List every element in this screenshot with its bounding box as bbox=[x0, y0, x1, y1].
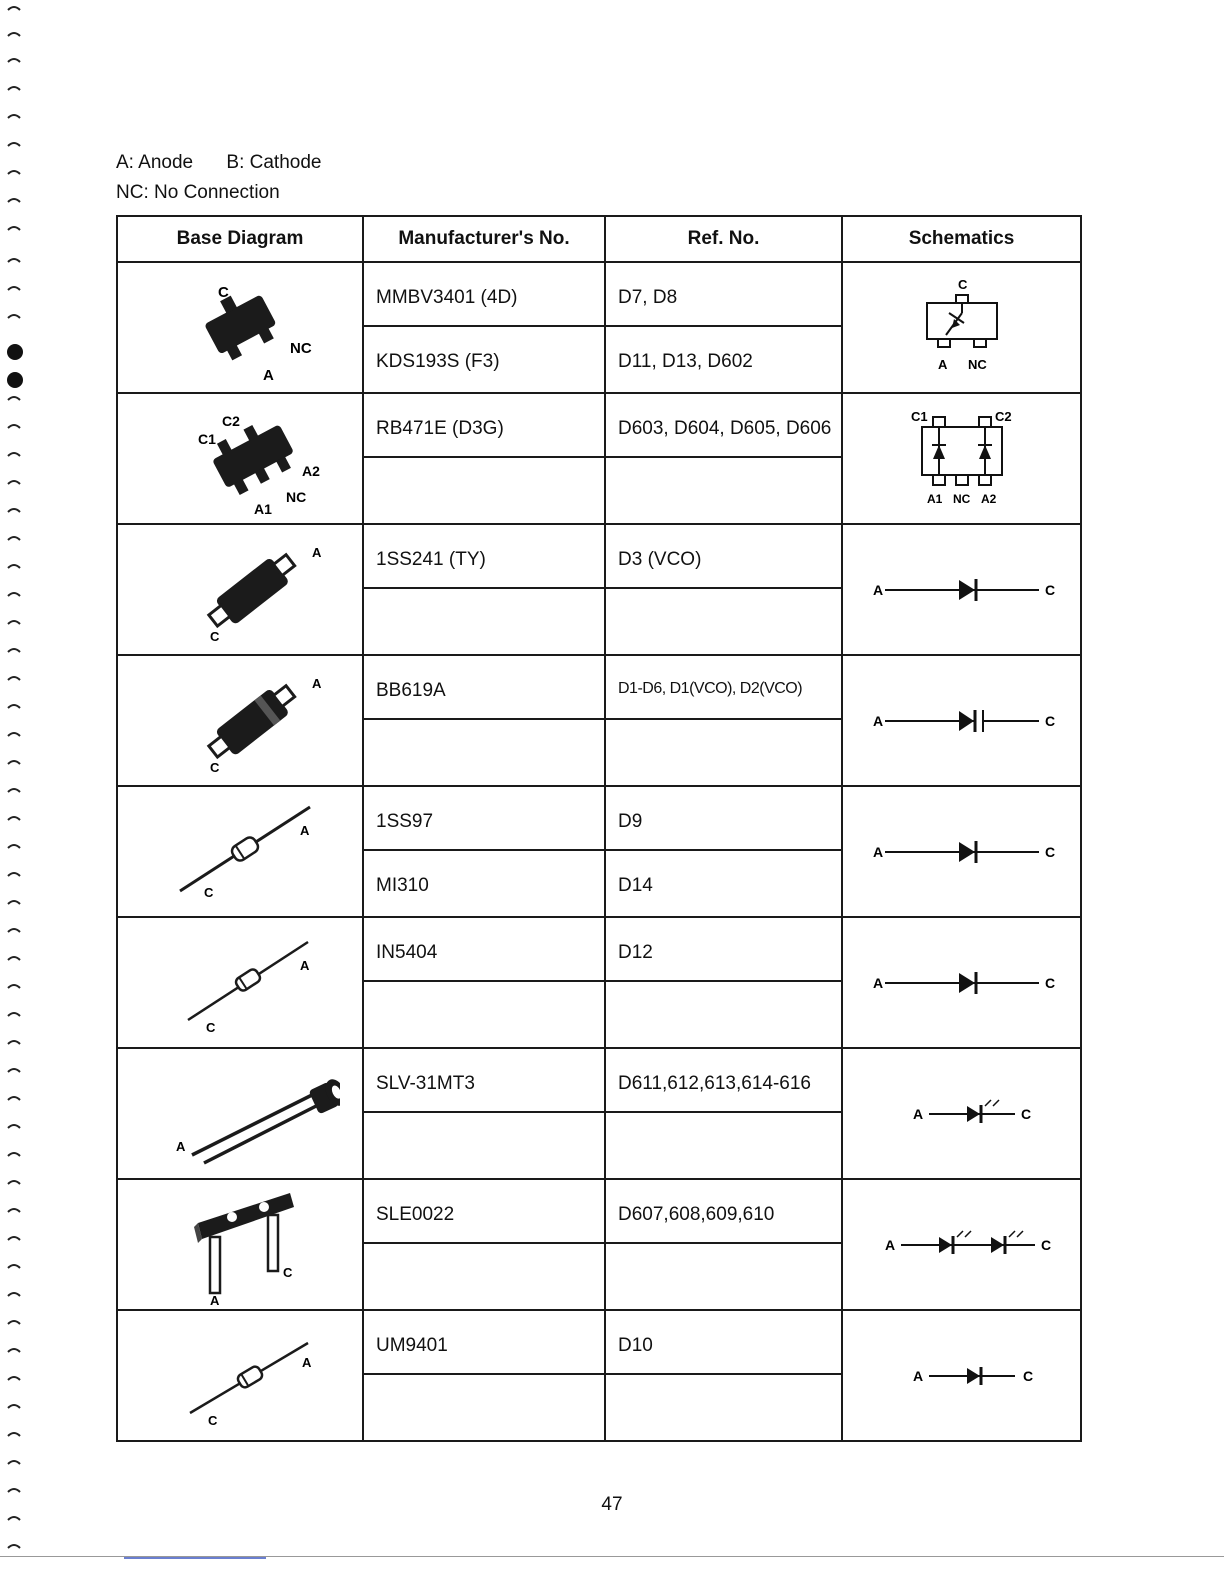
table-row bbox=[117, 1048, 1081, 1179]
diagram-label-a1: A1 bbox=[254, 500, 272, 514]
schematic-label-c: C bbox=[1020, 1105, 1031, 1122]
bottom-link-bar bbox=[124, 1557, 266, 1559]
schematic-cell bbox=[842, 1048, 1081, 1179]
manufacturer-no: 1SS97 bbox=[364, 787, 604, 851]
ref-no: D3 (VCO) bbox=[606, 525, 841, 589]
manufacturer-no: IN5404 bbox=[364, 918, 604, 982]
schematic-label-c1: C1 bbox=[910, 409, 928, 424]
schematic-label-c: C bbox=[1040, 1236, 1051, 1253]
diagram-label-a: A bbox=[300, 822, 310, 838]
ref-no bbox=[606, 720, 841, 784]
table-row bbox=[117, 655, 1081, 786]
diagram-label-c: C bbox=[283, 1264, 293, 1280]
diagram-label-c1: C1 bbox=[198, 430, 216, 447]
manufacturer-no: KDS193S (F3) bbox=[376, 351, 500, 372]
header-ref: Ref. No. bbox=[605, 216, 842, 262]
manufacturer-no: UM9401 bbox=[364, 1311, 604, 1375]
schematic-label-a: A bbox=[912, 1105, 923, 1122]
diagram-label-c2: C2 bbox=[222, 412, 240, 429]
schematic-label-a: A bbox=[872, 581, 883, 598]
sot23-package-drawing bbox=[140, 273, 340, 383]
schematic-label-a2: A2 bbox=[980, 492, 996, 506]
table-row bbox=[117, 917, 1081, 1048]
ref-no: D607,608,609,610 bbox=[606, 1180, 841, 1244]
manufacturer-no bbox=[364, 589, 604, 653]
axial-pin-diode-drawing bbox=[140, 1321, 340, 1431]
ref-no bbox=[606, 458, 841, 522]
schematic-label-c: C bbox=[1044, 974, 1055, 991]
varactor-schematic bbox=[857, 701, 1067, 741]
table-row bbox=[117, 1310, 1081, 1441]
smd-varactor-package-drawing bbox=[140, 666, 340, 776]
schematic-label-nc: NC bbox=[967, 356, 987, 372]
manufacturer-cell bbox=[363, 917, 605, 1048]
manufacturer-cell bbox=[363, 393, 605, 524]
legend-anode: A: Anode bbox=[116, 152, 194, 173]
schematic-label-a: A bbox=[912, 1367, 923, 1384]
diagram-label-a: A bbox=[312, 675, 322, 691]
diagram-label-a: A bbox=[312, 544, 322, 560]
header-base-diagram: Base Diagram bbox=[117, 216, 363, 262]
dual-diode-package-drawing bbox=[140, 404, 340, 514]
schematic-label-c: C bbox=[1044, 581, 1055, 598]
dual-diode-schematic bbox=[897, 401, 1027, 516]
legend-nc: NC: No Connection bbox=[116, 182, 280, 203]
manufacturer-cell bbox=[363, 786, 605, 917]
ref-cell bbox=[605, 393, 842, 524]
led-bar-drawing bbox=[140, 1185, 340, 1305]
legend-line-1 bbox=[116, 148, 321, 178]
varactor-sot23-schematic bbox=[902, 273, 1022, 383]
table-header-row bbox=[117, 216, 1081, 262]
base-diagram-cell bbox=[117, 1179, 363, 1310]
diagram-label-nc: NC bbox=[290, 339, 312, 357]
schematic-cell bbox=[842, 655, 1081, 786]
schematic-label-a: A bbox=[884, 1236, 895, 1253]
table-row bbox=[117, 786, 1081, 917]
header-schematics: Schematics bbox=[842, 216, 1081, 262]
base-diagram-cell bbox=[117, 786, 363, 917]
diagram-label-a: A bbox=[176, 1138, 186, 1154]
diagram-label-c: C bbox=[208, 1412, 218, 1428]
manufacturer-no bbox=[364, 1244, 604, 1308]
base-diagram-cell bbox=[117, 917, 363, 1048]
manufacturer-cell bbox=[363, 1048, 605, 1179]
ref-no: D14 bbox=[618, 875, 653, 896]
schematic-label-nc: NC bbox=[952, 492, 970, 506]
diagram-label-c: C bbox=[218, 283, 229, 301]
ref-no bbox=[606, 589, 841, 653]
page-number: 47 bbox=[601, 1494, 623, 1515]
ref-no bbox=[606, 982, 841, 1046]
led-drawing bbox=[140, 1059, 340, 1169]
schematic-label-a: A bbox=[872, 974, 883, 991]
ref-no: D1-D6, D1(VCO), D2(VCO) bbox=[606, 656, 841, 720]
schematic-label-c: C bbox=[957, 276, 967, 292]
axial-rectifier-drawing bbox=[140, 928, 340, 1038]
manufacturer-cell bbox=[363, 1179, 605, 1310]
ref-no: D10 bbox=[606, 1311, 841, 1375]
diode-schematic bbox=[857, 832, 1067, 872]
diagram-label-a2: A2 bbox=[302, 462, 320, 479]
schematic-cell bbox=[842, 917, 1081, 1048]
ref-no: D12 bbox=[606, 918, 841, 982]
diode-schematic bbox=[857, 963, 1067, 1003]
manufacturer-no bbox=[364, 1375, 604, 1439]
base-diagram-cell bbox=[117, 393, 363, 524]
base-diagram-cell bbox=[117, 524, 363, 655]
schematic-cell bbox=[842, 393, 1081, 524]
diagram-label-a: A bbox=[302, 1354, 312, 1370]
ref-no bbox=[606, 1113, 841, 1177]
ref-no: D603, D604, D605, D606 bbox=[606, 394, 841, 458]
manufacturer-no: MI310 bbox=[376, 875, 429, 896]
manufacturer-no bbox=[364, 982, 604, 1046]
ref-cell bbox=[605, 786, 842, 917]
ref-no bbox=[606, 1244, 841, 1308]
diagram-label-c: C bbox=[210, 628, 220, 644]
table-row bbox=[117, 393, 1081, 524]
diagram-label-a: A bbox=[210, 1292, 220, 1305]
ref-cell bbox=[605, 1179, 842, 1310]
manufacturer-no: SLE0022 bbox=[364, 1180, 604, 1244]
diode-schematic bbox=[857, 1356, 1067, 1396]
legend bbox=[116, 148, 321, 208]
manufacturer-no: BB619A bbox=[364, 656, 604, 720]
schematic-label-c2: C2 bbox=[994, 409, 1012, 424]
schematic-cell bbox=[842, 1179, 1081, 1310]
diagram-label-nc: NC bbox=[286, 488, 307, 505]
header-manufacturer: Manufacturer's No. bbox=[363, 216, 605, 262]
schematic-cell bbox=[842, 524, 1081, 655]
ref-no: D611,612,613,614-616 bbox=[606, 1049, 841, 1113]
schematic-cell bbox=[842, 262, 1081, 393]
manufacturer-no bbox=[364, 720, 604, 784]
smd-diode-package-drawing bbox=[140, 535, 340, 645]
diagram-label-c: C bbox=[210, 759, 220, 775]
led-schematic bbox=[857, 1094, 1067, 1134]
schematic-label-a: A bbox=[937, 356, 947, 372]
axial-diode-drawing bbox=[140, 797, 340, 907]
ref-no: D9 bbox=[606, 787, 841, 851]
schematic-cell bbox=[842, 786, 1081, 917]
base-diagram-cell bbox=[117, 1048, 363, 1179]
ref-cell bbox=[605, 262, 842, 393]
schematic-cell bbox=[842, 1310, 1081, 1441]
ref-cell bbox=[605, 655, 842, 786]
manufacturer-cell bbox=[363, 1310, 605, 1441]
ref-cell bbox=[605, 917, 842, 1048]
diagram-label-c: C bbox=[204, 884, 214, 900]
ref-cell bbox=[605, 524, 842, 655]
diode-schematic bbox=[857, 570, 1067, 610]
schematic-label-a: A bbox=[872, 712, 883, 729]
diagram-label-a: A bbox=[300, 957, 310, 973]
diagram-label-c: C bbox=[206, 1019, 216, 1035]
manufacturer-no: SLV-31MT3 bbox=[364, 1049, 604, 1113]
schematic-label-c: C bbox=[1044, 843, 1055, 860]
manufacturer-cell bbox=[363, 524, 605, 655]
ref-no: D7, D8 bbox=[606, 263, 841, 327]
schematic-label-a: A bbox=[872, 843, 883, 860]
binder-margin-marks bbox=[0, 0, 40, 1584]
legend-cathode: B: Cathode bbox=[226, 152, 322, 173]
base-diagram-cell bbox=[117, 262, 363, 393]
diagram-label-a: A bbox=[263, 366, 274, 383]
ref-cell bbox=[605, 1310, 842, 1441]
manufacturer-no bbox=[364, 458, 604, 522]
table-row bbox=[117, 524, 1081, 655]
base-diagram-cell bbox=[117, 1310, 363, 1441]
schematic-label-a1: A1 bbox=[926, 492, 942, 506]
manufacturer-no: 1SS241 (TY) bbox=[364, 525, 604, 589]
manufacturer-no: RB471E (D3G) bbox=[364, 394, 604, 458]
manufacturer-cell bbox=[363, 655, 605, 786]
base-diagram-cell bbox=[117, 655, 363, 786]
table-row bbox=[117, 262, 1081, 393]
dual-led-schematic bbox=[857, 1225, 1067, 1265]
ref-no: D11, D13, D602 bbox=[618, 351, 753, 372]
ref-cell bbox=[605, 1048, 842, 1179]
manufacturer-no bbox=[364, 1113, 604, 1177]
schematic-label-c: C bbox=[1044, 712, 1055, 729]
manufacturer-cell bbox=[363, 262, 605, 393]
schematic-label-c: C bbox=[1022, 1367, 1033, 1384]
diode-parts-table bbox=[116, 215, 1082, 1442]
manufacturer-no: MMBV3401 (4D) bbox=[364, 263, 604, 327]
ref-no bbox=[606, 1375, 841, 1439]
table-row bbox=[117, 1179, 1081, 1310]
